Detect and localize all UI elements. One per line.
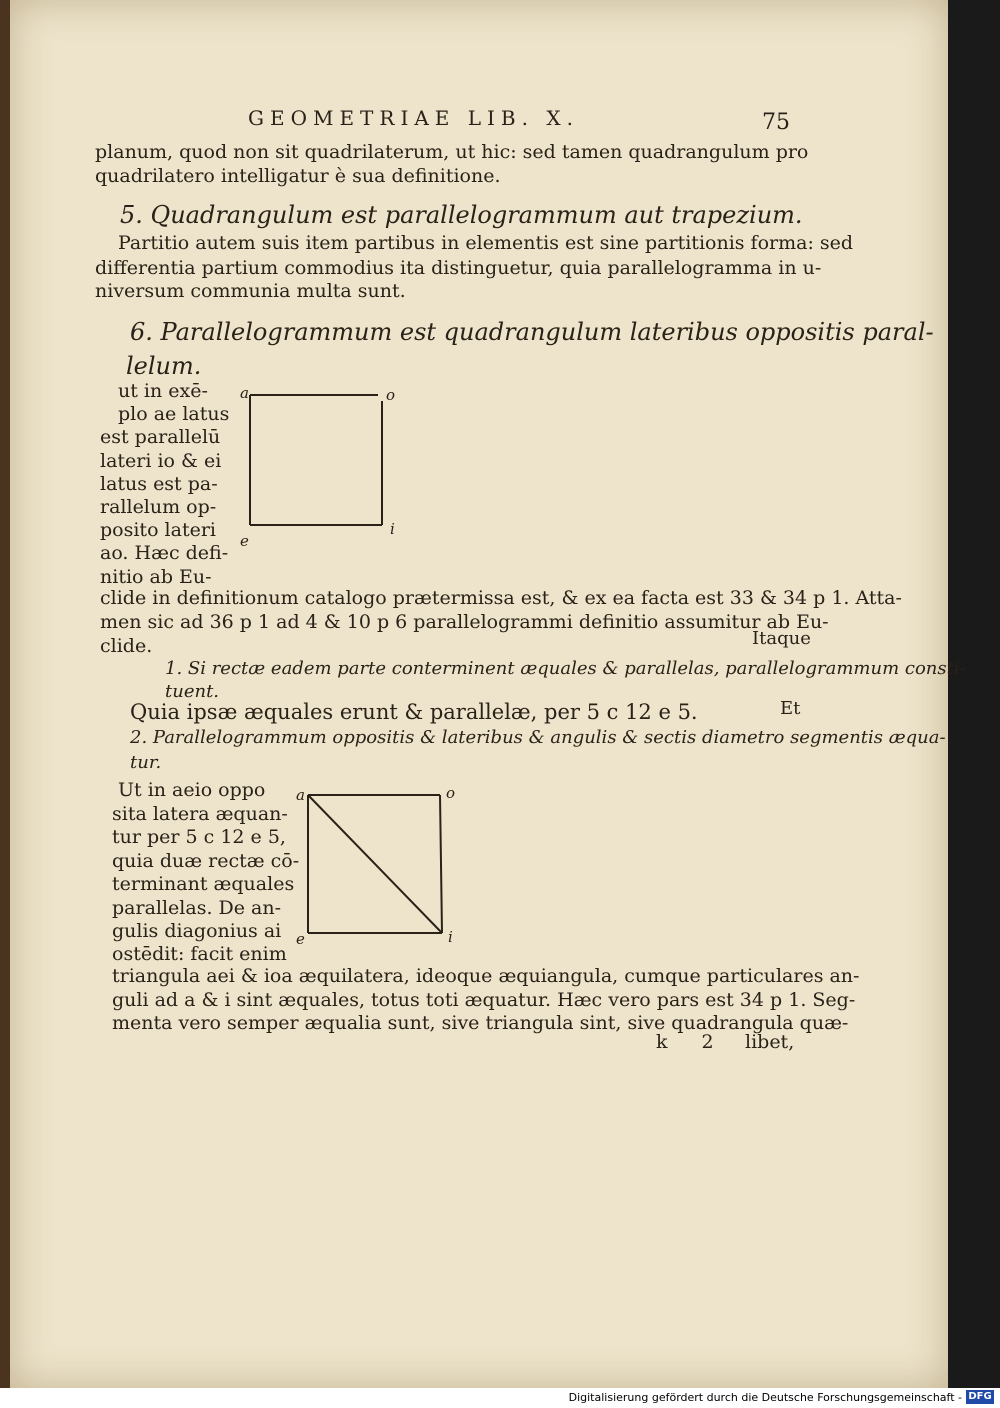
figure-2-label-i: i bbox=[448, 928, 453, 946]
text-line: planum, quod non sit quadrilaterum, ut hic: sed tamen quadrangulum pro bbox=[95, 141, 809, 163]
catchword: Et bbox=[780, 698, 801, 719]
margin-column-line: quia duæ rectæ cō- bbox=[112, 850, 300, 872]
margin-column-line: rallelum op- bbox=[100, 496, 217, 518]
margin-column-line: plo ae latus bbox=[118, 403, 230, 425]
margin-column-line: lateri io & ei bbox=[100, 450, 222, 472]
footer-bar bbox=[0, 1388, 1000, 1408]
margin-column-line: Ut in aeio oppo bbox=[118, 779, 266, 801]
margin-column-line: gulis diagonius ai bbox=[112, 920, 282, 942]
parallelogram-figure-2 bbox=[300, 785, 460, 945]
book-spine bbox=[0, 0, 10, 1388]
figure-1-label-i: i bbox=[390, 520, 395, 538]
text-line: differentia partium commodius ita distinguetur, quia parallelogramma in u- bbox=[95, 257, 822, 279]
figure-2-label-o: o bbox=[446, 784, 456, 802]
margin-column-line: sita latera æquan- bbox=[112, 803, 288, 825]
margin-column-line: posito lateri bbox=[100, 519, 216, 541]
margin-column-line: est parallelū bbox=[100, 426, 221, 448]
text-line: quadrilatero intelligatur è sua definitione. bbox=[95, 165, 501, 187]
consectary-1-cont: tuent. bbox=[165, 681, 220, 702]
margin-column-line: ut in exē- bbox=[118, 380, 208, 402]
catchword: libet, bbox=[745, 1031, 795, 1053]
margin-column-line: tur per 5 c 12 e 5, bbox=[112, 826, 286, 848]
catchword: Itaque bbox=[752, 628, 811, 649]
figure-1-label-o: o bbox=[386, 386, 396, 404]
running-title: GEOMETRIAE LIB. X. bbox=[248, 106, 579, 130]
margin-column-line: ao. Hæc defi- bbox=[100, 542, 229, 564]
margin-column-line: nitio ab Eu- bbox=[100, 566, 212, 588]
margin-column-line: latus est pa- bbox=[100, 473, 218, 495]
consectary-2-cont: tur. bbox=[130, 752, 162, 773]
figure-2-label-e: e bbox=[296, 930, 305, 948]
consectary-1: 1. Si rectæ eadem parte conterminent æquales & parallelas, parallelogrammum consti- bbox=[165, 658, 966, 679]
text-line: menta vero semper æqualia sunt, sive triangula sint, sive quadrangula quæ- bbox=[112, 1012, 849, 1034]
text-line: niversum communia multa sunt. bbox=[95, 280, 406, 302]
text-line: Partitio autem suis item partibus in elementis est sine partitionis forma: sed bbox=[118, 232, 854, 254]
figure-1-label-e: e bbox=[240, 532, 249, 550]
definition-6-cont: lelum. bbox=[126, 352, 202, 380]
dfg-logo: DFG bbox=[966, 1390, 994, 1404]
figure-2-label-a: a bbox=[296, 786, 305, 804]
margin-column-line: ostēdit: facit enim bbox=[112, 943, 287, 965]
margin-column-line: terminant æquales bbox=[112, 873, 295, 895]
text-line: clide in definitionum catalogo prætermissa est, & ex ea facta est 33 & 34 p 1. Atta- bbox=[100, 587, 902, 609]
signature-mark: k 2 bbox=[656, 1031, 728, 1053]
text-line: Quia ipsæ æquales erunt & parallelæ, per 5 c 12 e 5. bbox=[130, 700, 698, 724]
figure-1-label-a: a bbox=[240, 384, 249, 402]
consectary-2: 2. Parallelogrammum oppositis & lateribus & angulis & sectis diametro segmentis æqua- bbox=[130, 727, 946, 748]
parallelogram-figure-1 bbox=[240, 385, 400, 545]
text-line: guli ad a & i sint æquales, totus toti æquatur. Hæc vero pars est 34 p 1. Seg- bbox=[112, 989, 856, 1011]
definition-5: 5. Quadrangulum est parallelogrammum aut trapezium. bbox=[120, 201, 803, 229]
footer-text: Digitalisierung gefördert durch die Deutsche Forschungsgemeinschaft - bbox=[568, 1391, 962, 1404]
text-line: clide. bbox=[100, 635, 153, 657]
page-number: 75 bbox=[762, 110, 790, 135]
text-line: men sic ad 36 p 1 ad 4 & 10 p 6 parallelogrammi definitio assumitur ab Eu- bbox=[100, 611, 829, 633]
margin-column-line: parallelas. De an- bbox=[112, 897, 282, 919]
definition-6: 6. Parallelogrammum est quadrangulum lateribus oppositis paral- bbox=[130, 318, 934, 346]
text-line: triangula aei & ioa æquilatera, ideoque æquiangula, cumque particulares an- bbox=[112, 965, 860, 987]
